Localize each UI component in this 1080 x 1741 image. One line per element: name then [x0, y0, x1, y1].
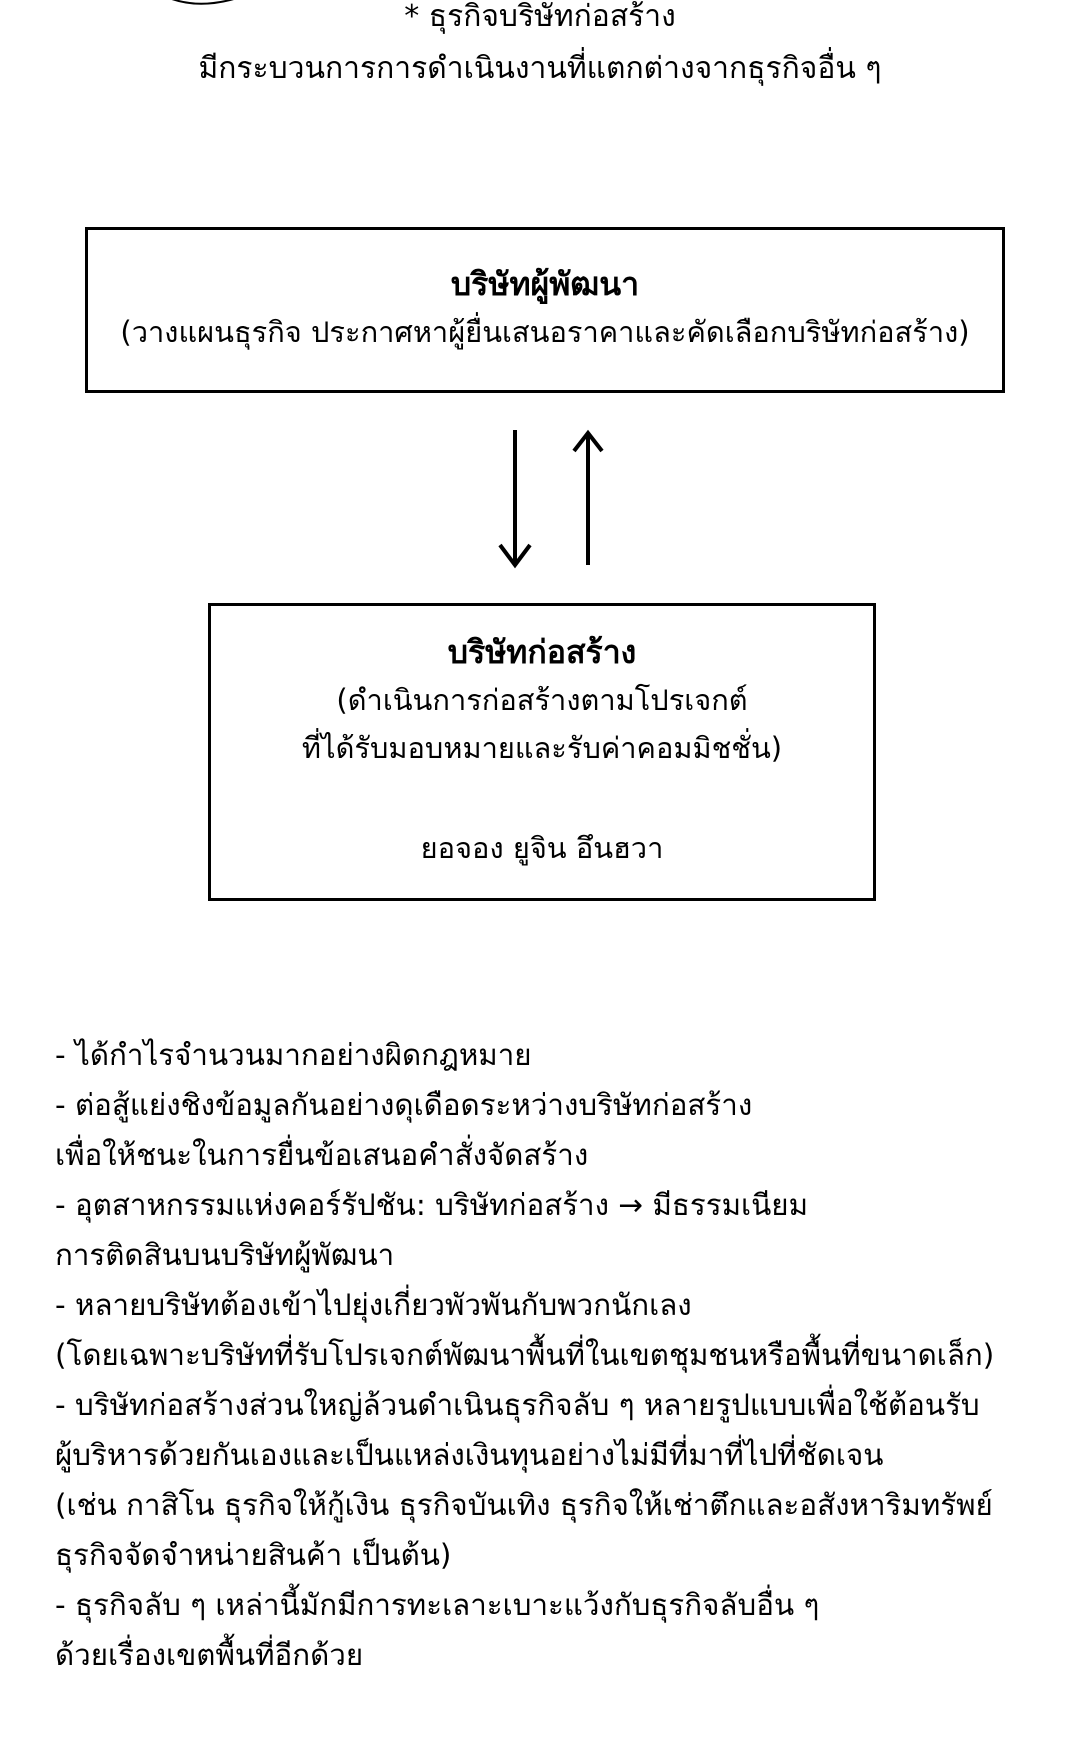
- construction-company-description-line-2: ที่ได้รับมอบหมายและรับค่าคอมมิชชั่น): [301, 731, 783, 765]
- developer-company-title: บริษัทผู้พัฒนา: [450, 265, 640, 303]
- note-line: - หลายบริษัทต้องเข้าไปยุ่งเกี่ยวพัวพันกับพวกนักเลง: [55, 1288, 692, 1322]
- note-line: - ได้กำไรจำนวนมากอย่างผิดกฎหมาย: [55, 1038, 532, 1072]
- note-line: - ธุรกิจลับ ๆ เหล่านี้มักมีการทะเลาะเบาะแว้งกับธุรกิจลับอื่น ๆ: [55, 1588, 820, 1622]
- bidirectional-arrows: [490, 425, 610, 575]
- note-line: (เช่น กาสิโน ธุรกิจให้กู้เงิน ธุรกิจบันเทิง ธุรกิจให้เช่าตึกและอสังหาริมทรัพย์: [55, 1488, 993, 1522]
- down-arrow-icon: [500, 430, 530, 565]
- note-line: ผู้บริหารด้วยกันเองและเป็นแหล่งเงินทุนอย่างไม่มีที่มาที่ไปที่ชัดเจน: [55, 1438, 884, 1472]
- notes-list: [55, 1030, 1065, 1680]
- up-arrow-icon: [574, 433, 602, 565]
- developer-company-description: (วางแผนธุรกิจ ประกาศหาผู้ยื่นเสนอราคาและคัดเลือกบริษัทก่อสร้าง): [120, 315, 970, 349]
- note-line: - อุตสาหกรรมแห่งคอร์รัปชัน: บริษัทก่อสร้าง → มีธรรมเนียม: [55, 1188, 809, 1222]
- header-line-1: * ธุรกิจบริษัทก่อสร้าง: [404, 0, 676, 34]
- construction-company-box: [208, 603, 876, 901]
- header-line-2: มีกระบวนการการดำเนินงานที่แตกต่างจากธุรกิจอื่น ๆ: [198, 51, 882, 86]
- construction-company-names: ยอจอง ยูจิน อึนฮวา: [420, 831, 664, 865]
- developer-company-box: [85, 227, 1005, 393]
- note-line: ด้วยเรื่องเขตพื้นที่อีกด้วย: [55, 1638, 364, 1672]
- construction-company-description-line-1: (ดำเนินการก่อสร้างตามโปรเจกต์: [336, 683, 748, 717]
- note-line: - บริษัทก่อสร้างส่วนใหญ่ล้วนดำเนินธุรกิจลับ ๆ หลายรูปแบบเพื่อใช้ต้อนรับ: [55, 1388, 980, 1422]
- construction-company-title: บริษัทก่อสร้าง: [447, 633, 637, 671]
- note-line: - ต่อสู้แย่งชิงข้อมูลกันอย่างดุเดือดระหว่างบริษัทก่อสร้าง: [55, 1088, 753, 1122]
- note-line: การติดสินบนบริษัทผู้พัฒนา: [55, 1238, 395, 1272]
- note-line: เพื่อให้ชนะในการยื่นข้อเสนอคำสั่งจัดสร้าง: [55, 1138, 589, 1172]
- note-line: ธุรกิจจัดจำหน่ายสินค้า เป็นต้น): [55, 1538, 452, 1572]
- note-line: (โดยเฉพาะบริษัทที่รับโปรเจกต์พัฒนาพื้นที่ในเขตชุมชนหรือพื้นที่ขนาดเล็ก): [55, 1338, 995, 1372]
